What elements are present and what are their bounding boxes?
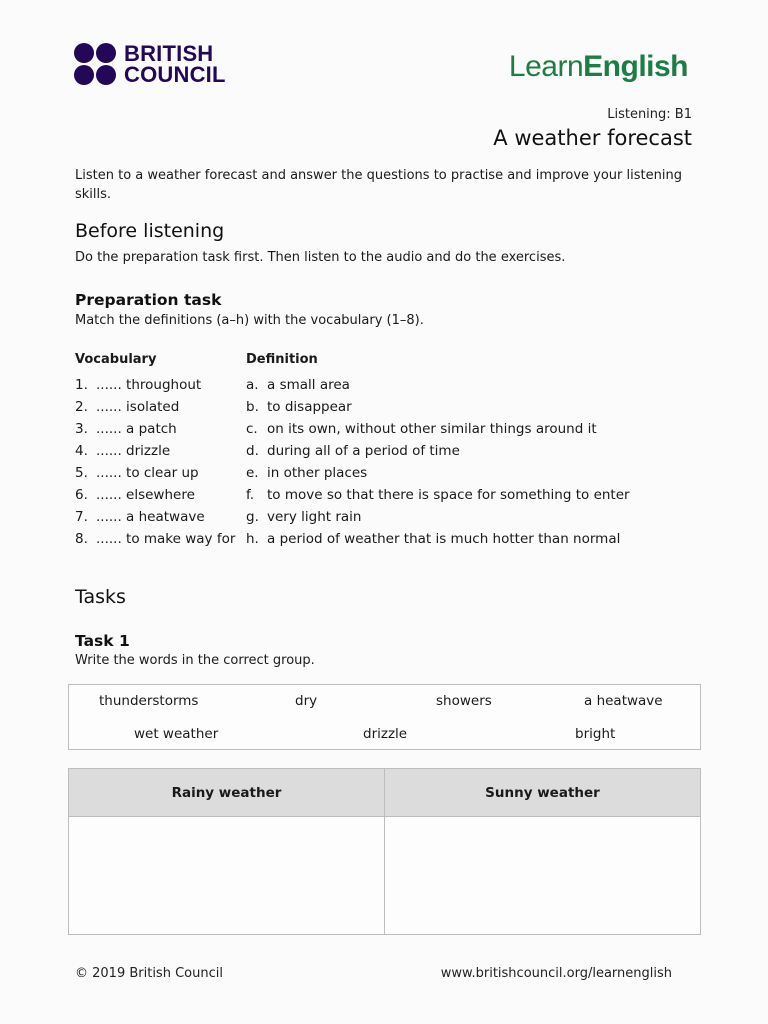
definition-text: to move so that there is space for something to enter <box>267 487 630 503</box>
tasks-heading: Tasks <box>75 586 126 608</box>
british-council-dots-icon <box>74 43 118 87</box>
word-a-heatwave: a heatwave <box>584 693 663 709</box>
word-bright: bright <box>575 726 616 742</box>
definition-text: on its own, without other similar things around it <box>267 421 597 437</box>
preparation-instruction: Match the definitions (a–h) with the vocabulary (1–8). <box>75 313 424 328</box>
definition-letter: f. <box>246 487 255 503</box>
vocab-number: 5. <box>75 465 88 481</box>
vocabulary-row <box>75 487 675 509</box>
definition-letter: b. <box>246 399 259 415</box>
vocab-number: 8. <box>75 531 88 547</box>
definition-text: in other places <box>267 465 368 481</box>
vocab-number: 7. <box>75 509 88 525</box>
vocab-word: ...... to make way for <box>96 531 236 547</box>
definition-letter: e. <box>246 465 259 481</box>
word-drizzle: drizzle <box>363 726 408 742</box>
vocabulary-row <box>75 377 675 399</box>
definition-column-header: Definition <box>246 352 318 367</box>
intro-text: Listen to a weather forecast and answer the questions to practise and improve your listening skills. <box>75 168 682 202</box>
logo-english: English <box>583 50 688 83</box>
definition-text: to disappear <box>267 399 352 415</box>
footer-copyright: © 2019 British Council <box>75 966 223 981</box>
vocabulary-column-header: Vocabulary <box>75 352 157 367</box>
word-dry: dry <box>295 693 318 709</box>
vocabulary-row <box>75 531 675 553</box>
vocabulary-row <box>75 509 675 531</box>
task1-heading: Task 1 <box>75 632 130 650</box>
vocabulary-row <box>75 465 675 487</box>
definition-text: a period of weather that is much hotter than normal <box>267 531 621 547</box>
rainy-weather-answer-cell[interactable] <box>69 817 384 934</box>
vocab-number: 3. <box>75 421 88 437</box>
before-listening-heading: Before listening <box>75 220 225 242</box>
vocab-word: ...... elsewhere <box>96 487 195 503</box>
logo-line-2: COUNCIL <box>124 62 226 87</box>
vocab-word: ...... throughout <box>96 377 202 393</box>
word-wet-weather: wet weather <box>134 726 219 742</box>
grouping-table <box>68 768 701 935</box>
word-thunderstorms: thunderstorms <box>99 693 199 709</box>
logo-line-1: BRITISH <box>124 41 214 66</box>
british-council-logo <box>74 43 234 89</box>
vocab-word: ...... isolated <box>96 399 180 415</box>
vocabulary-row <box>75 421 675 443</box>
level-label: Listening: B1 <box>607 107 692 122</box>
learnenglish-logo <box>509 50 688 84</box>
definition-text: a small area <box>267 377 350 393</box>
vocab-word: ...... a patch <box>96 421 177 437</box>
definition-letter: c. <box>246 421 258 437</box>
word-showers: showers <box>436 693 492 709</box>
vocab-number: 6. <box>75 487 88 503</box>
vocab-number: 2. <box>75 399 88 415</box>
before-listening-text: Do the preparation task first. Then listen to the audio and do the exercises. <box>75 250 566 265</box>
footer-url[interactable]: www.britishcouncil.org/learnenglish <box>440 966 672 981</box>
table-divider <box>384 769 385 934</box>
sunny-weather-header: Sunny weather <box>385 769 700 817</box>
logo-learn: Learn <box>508 50 584 83</box>
vocab-number: 4. <box>75 443 88 459</box>
vocab-word: ...... to clear up <box>96 465 199 481</box>
definition-letter: h. <box>246 531 259 547</box>
sunny-weather-answer-cell[interactable] <box>385 817 700 934</box>
definition-letter: d. <box>246 443 259 459</box>
vocab-number: 1. <box>75 377 88 393</box>
preparation-heading: Preparation task <box>75 291 222 309</box>
vocab-word: ...... drizzle <box>96 443 171 459</box>
definition-letter: a. <box>246 377 259 393</box>
word-bank <box>68 684 701 750</box>
definition-text: during all of a period of time <box>267 443 460 459</box>
rainy-weather-header: Rainy weather <box>69 769 384 817</box>
vocabulary-row <box>75 399 675 421</box>
page-title: A weather forecast <box>493 126 692 150</box>
definition-text: very light rain <box>267 509 362 525</box>
definition-letter: g. <box>246 509 259 525</box>
vocab-word: ...... a heatwave <box>96 509 205 525</box>
task1-instruction: Write the words in the correct group. <box>75 653 315 668</box>
vocabulary-row <box>75 443 675 465</box>
